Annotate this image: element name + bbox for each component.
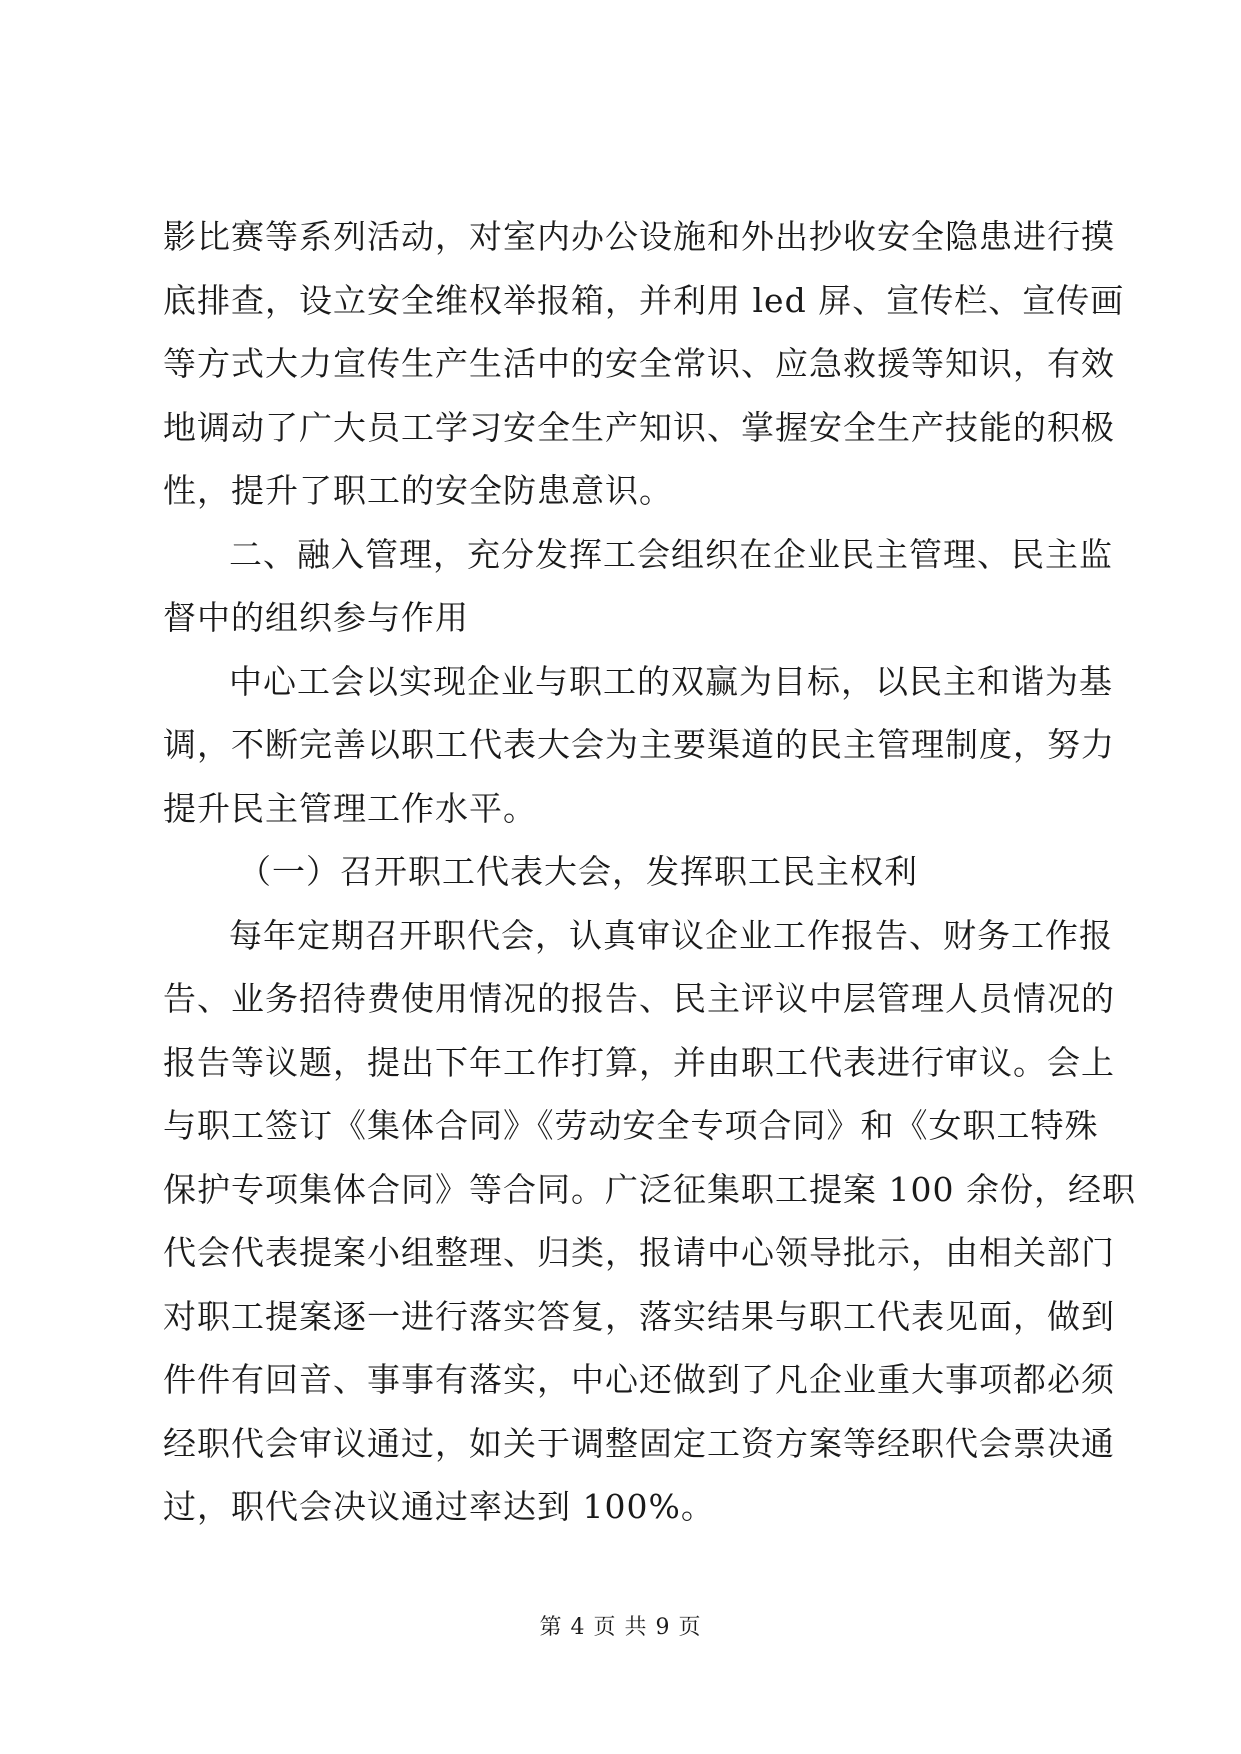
section-heading-line: 督中的组织参与作用 (163, 598, 469, 637)
text-line: 报告等议题，提出下年工作打算，并由职工代表进行审议。会上 (163, 1042, 1115, 1082)
text-line: 中心工会以实现企业与职工的双赢为目标，以民主和谐为基 (229, 661, 1113, 701)
document-body (163, 205, 1136, 1539)
text-line: 与职工签订《集体合同》《劳动安全专项合同》和《女职工特殊 (163, 1106, 1099, 1145)
section-heading-line: 二、融入管理，充分发挥工会组织在企业民主管理、民主监 (229, 534, 1113, 574)
text-line: 过，职代会决议通过率达到 100%。 (163, 1487, 715, 1526)
text-line: 影比赛等系列活动，对室内办公设施和外出抄收安全隐患进行摸 (163, 217, 1115, 256)
text-line: 提升民主管理工作水平。 (163, 788, 537, 828)
text-line: 性，提升了职工的安全防患意识。 (163, 471, 673, 510)
text-line: 底排查，设立安全维权举报箱，并利用 led 屏、宣传栏、宣传画 (163, 280, 1125, 320)
text-line: 代会代表提案小组整理、归类，报请中心领导批示，由相关部门 (163, 1233, 1115, 1272)
text-line: 每年定期召开职代会，认真审议企业工作报告、财务工作报 (229, 915, 1113, 955)
page-number-footer: 第 4 页 共 9 页 (539, 1615, 702, 1640)
text-line: 调，不断完善以职工代表大会为主要渠道的民主管理制度，努力 (163, 725, 1115, 764)
text-line: 等方式大力宣传生产生活中的安全常识、应急救援等知识，有效 (163, 344, 1115, 383)
subsection-heading: （一）召开职工代表大会，发挥职工民主权利 (238, 852, 918, 891)
text-line: 经职代会审议通过，如关于调整固定工资方案等经职代会票决通 (163, 1423, 1115, 1463)
text-line: 保护专项集体合同》等合同。广泛征集职工提案 100 余份，经职 (163, 1169, 1136, 1209)
text-line: 件件有回音、事事有落实，中心还做到了凡企业重大事项都必须 (163, 1360, 1115, 1399)
text-line: 地调动了广大员工学习安全生产知识、掌握安全生产技能的积极 (163, 407, 1115, 447)
text-line: 对职工提案逐一进行落实答复，落实结果与职工代表见面，做到 (163, 1296, 1115, 1336)
text-line: 告、业务招待费使用情况的报告、民主评议中层管理人员情况的 (163, 979, 1115, 1018)
